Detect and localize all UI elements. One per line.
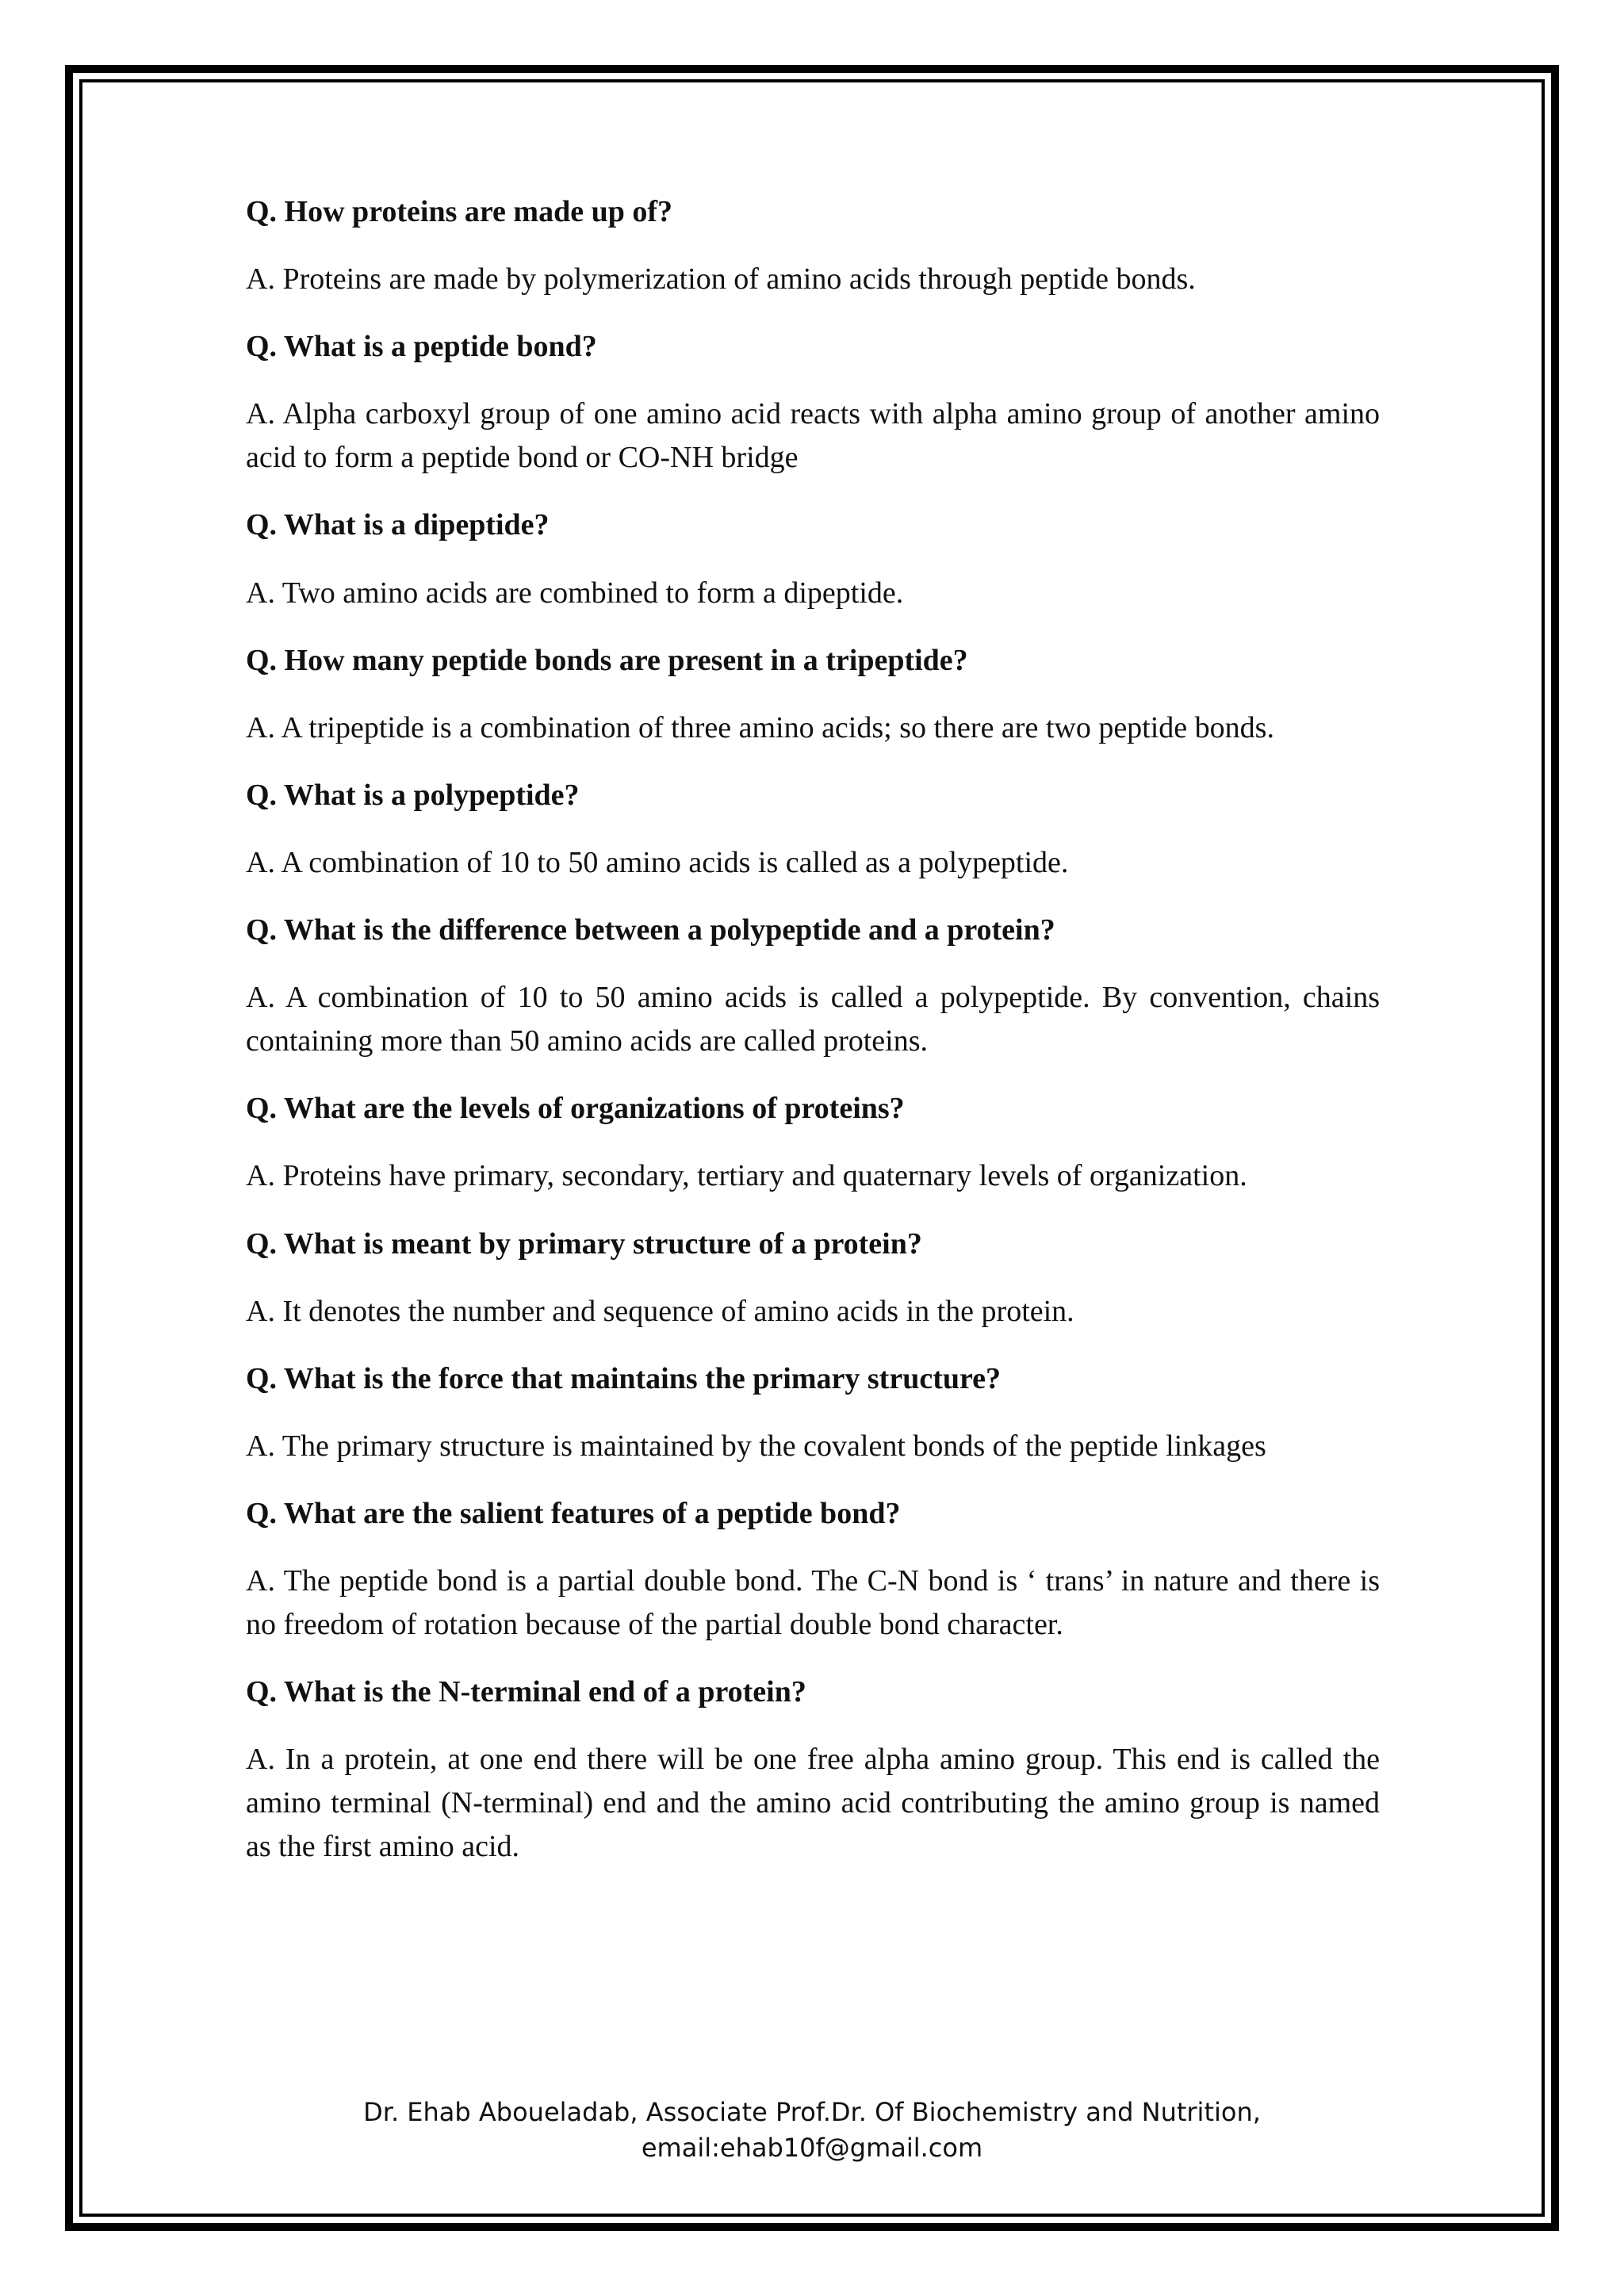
question: Q. What is meant by primary structure of a protein? [246,1226,922,1261]
qa-item-8 [246,1223,1380,1334]
qa-item-9 [246,1357,1380,1468]
qa-item-3 [246,503,1380,614]
answer: A. A combination of 10 to 50 amino acids is called a polypeptide. By convention, chains containing more than 50 amino acids are called proteins. [246,981,1380,1058]
answer: A. Two amino acids are combined to form a dipeptide. [246,576,904,610]
qa-item-4 [246,639,1380,750]
question: Q. What are the levels of organizations of proteins? [246,1092,905,1126]
footer-email-line: email:ehab10f@gmail.com [641,2132,983,2163]
answer: A. A combination of 10 to 50 amino acids is called as a polypeptide. [246,845,1069,879]
question: Q. What are the salient features of a peptide bond? [246,1496,901,1530]
qa-item-1 [246,190,1380,301]
question: Q. How many peptide bonds are present in a tripeptide? [246,643,968,677]
qa-item-7 [246,1087,1380,1198]
answer: A. It denotes the number and sequence of amino acids in the protein. [246,1294,1074,1328]
qa-content [246,190,1380,1893]
qa-item-2 [246,325,1380,480]
question: Q. What is a polypeptide? [246,778,580,812]
question: Q. What is a dipeptide? [246,508,550,542]
answer: A. Proteins are made by polymerization of amino acids through peptide bonds. [246,262,1196,297]
answer: A. In a protein, at one end there will be one free alpha amino group. This end is called the amino terminal (N-terminal) end and the amino acid contributing the amino group is named as the first amino acid. [246,1743,1380,1864]
answer: A. Proteins have primary, secondary, tertiary and quaternary levels of organization. [246,1159,1247,1193]
qa-item-5 [246,774,1380,885]
answer: A. The peptide bond is a partial double bond. The C-N bond is ‘ trans’ in nature and there is no freedom of rotation because of the partial double bond character. [246,1563,1380,1642]
question: Q. What is a peptide bond? [246,330,597,364]
qa-item-6 [246,909,1380,1063]
question: Q. What is the N-terminal end of a protein? [246,1675,806,1709]
page-footer [0,2095,1624,2166]
qa-item-11 [246,1670,1380,1869]
question: Q. What is the force that maintains the primary structure? [246,1361,1002,1395]
qa-item-10 [246,1492,1380,1647]
footer-author-line: Dr. Ehab Aboueladab, Associate Prof.Dr. Of Biochemistry and Nutrition, [363,2097,1261,2127]
question: Q. What is the difference between a polypeptide and a protein? [246,913,1055,947]
question: Q. How proteins are made up of? [246,195,672,228]
answer: A. A tripeptide is a combination of three amino acids; so there are two peptide bonds. [246,710,1274,744]
answer: A. The primary structure is maintained by the covalent bonds of the peptide linkages [246,1429,1266,1463]
answer: A. Alpha carboxyl group of one amino acid reacts with alpha amino group of another amino acid to form a peptide bond or CO-NH bridge [246,397,1380,475]
